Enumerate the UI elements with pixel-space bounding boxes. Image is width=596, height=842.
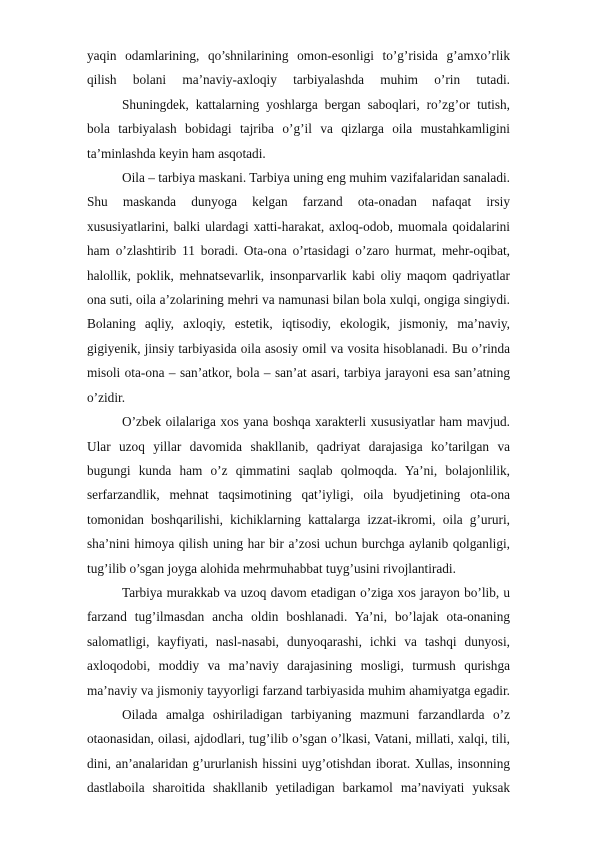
document-page xyxy=(87,44,510,801)
paragraph-1: yaqin odamlarining, qo’shnilarining omon-esonligi to’g’risida g’amxo’rlik qilish bolani ma’naviy-axloqiy tarbiyalashda muhim o’rin tutadi. xyxy=(87,48,510,88)
paragraph-4: O’zbek oilalariga xos yana boshqa xarakterli xususiyatlar ham mavjud. Ular uzoq yillar davomida shakllanib, qadriyat darajasiga ko’tarilgan va bugungi kunda ham o’z qimmatini saqlab qolmoqda. Ya’ni, bolajonlilik, serfarzandlik, mehnat taqsimotining qat’iyligi, oila byudjetining ota-ona tomonidan boshqarilishi, kichiklarning kattalarga izzat-ikromi, oila g’ururi, sha’nini himoya qilish uning har bir a’zosi uchun burchga aylanib qolganligi, tug’ilib o’sgan joyga alohida mehrmuhabbat tuyg’usini rivojlantiradi. xyxy=(87,414,510,576)
paragraph-2: Shuningdek, kattalarning yoshlarga bergan saboqlari, ro’zg’or tutish, bola tarbiyalash bobidagi tajriba o’g’il va qizlarga oila mustahkamligini ta’minlashda keyin ham asqotadi. xyxy=(87,96,510,161)
paragraph-5: Tarbiya murakkab va uzoq davom etadigan o’ziga xos jarayon bo’lib, u farzand tug’ilmasdan ancha oldin boshlanadi. Ya’ni, bo’lajak ota-onaning salomatligi, kayfiyati, nasl-nasabi, dunyoqarashi, ichki va tashqi dunyosi, axloqodobi, moddiy va ma’naviy darajasining mosligi, turmush qurishga ma’naviy va jismoniy tayyorligi farzand tarbiyasida muhim ahamiyatga egadir. xyxy=(87,584,510,698)
paragraph-3: Oila – tarbiya maskani. Tarbiya uning eng muhim vazifalaridan sanaladi. Shu maskanda dunyoga kelgan farzand ota-onadan nafaqat irsiy xususiyatlarini, balki ulardagi xatti-harakat, axloq-odob, muomala qoidalarini ham o’zlashtirib 11 boradi. Ota-ona o’rtasidagi o’zaro hurmat, mehr-oqibat, halollik, poklik, mehnatsevarlik, insonparvarlik kabi oliy maqom qadriyatlar ona suti, oila a’zolarining mehri va namunasi bilan bola xulqi, ongiga singiydi. Bolaning aqliy, axloqiy, estetik, iqtisodiy, ekologik, jismoniy, ma’naviy, gigiyenik, jinsiy tarbiyasida oila asosiy omil va vosita hisoblanadi. Bu o’rinda misoli ota-ona – san’atkor, bola – san’at asari, tarbiya jarayoni esa san’atning o’zidir. xyxy=(87,170,510,405)
paragraph-6: Oilada amalga oshiriladigan tarbiyaning mazmuni farzandlarda o’z otaonasidan, oilasi, ajdodlari, tug’ilib o’sgan o’lkasi, Vatani, millati, xalqi, tili, dini, an’analaridan g’ururlanish hissini uyg’otishdan iborat. Xullas, insonning dastlaboila sharoitida shakllanib yetiladigan barkamol ma’naviyati yuksak xyxy=(87,706,510,796)
